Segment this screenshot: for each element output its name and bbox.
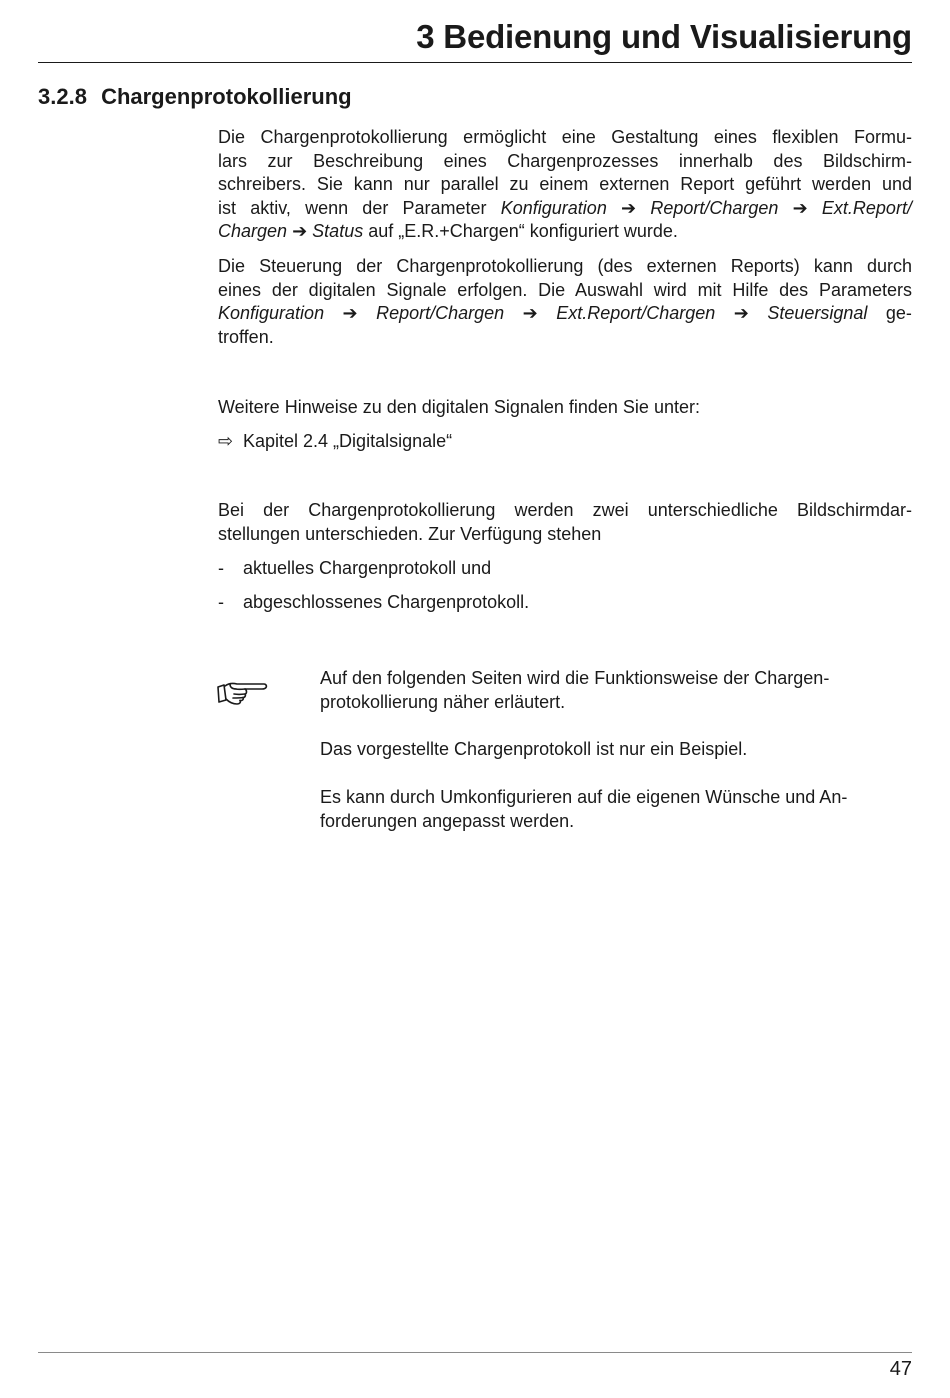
pointing-hand-icon [216,678,268,708]
page-number: 47 [889,1358,912,1380]
parameter-konfiguration: Konfiguration [500,197,607,218]
parameter-chargen: Chargen [218,221,288,241]
cross-reference-text: Kapitel 2.4 „Digitalsignale“ [243,431,453,451]
chapter-header [38,14,912,63]
parameter-report-chargen: Report/Chargen [650,197,779,218]
list-item [218,591,529,615]
note-paragraph [320,738,912,762]
text-line: stellungen unterschieden. Zur Verfügung stehen [218,523,602,544]
text-line: eines der digitalen Signale erfolgen. Die Auswahl wird mit Hilfe des Parameters [218,279,912,300]
paragraph [218,126,912,244]
text-line: Es kann durch Umkonfigurieren auf die eigenen Wünsche und An- [320,787,848,807]
text-line: Die Steuerung der Chargenprotokollierung (des externen Reports) kann durch [218,256,912,276]
section-title: Chargenprotokollierung [101,84,352,109]
list-item-text: abgeschlossenes Chargenprotokoll. [243,592,530,612]
paragraph [218,499,912,546]
text-run: ge- [867,303,912,323]
outline-right-arrow-icon: ⇨ [218,431,234,451]
paragraph [218,396,912,420]
chapter-title: 3 Bedienung und Visualisierung [416,18,912,55]
list-item-text: aktuelles Chargenprotokoll und [243,558,492,578]
text-line [218,197,912,221]
list-item [218,557,491,581]
list-bullet: - [218,592,224,612]
text-run: auf „E.R.+Chargen“ konfiguriert wurde. [363,221,678,241]
text-line: protokollierung näher erläutert. [320,691,566,712]
paragraph-hints [218,396,912,420]
text-line: Auf den folgenden Seiten wird die Funktionsweise der Chargen- [320,668,830,688]
text-line: troffen. [218,326,274,347]
parameter-ext-report-chargen: Ext.Report/Chargen [556,303,716,323]
menu-path-arrow-icon: ➔ [792,197,808,218]
cross-reference-link[interactable] [218,430,452,454]
text-line: Bei der Chargenprotokollierung werden zwei unterschiedliche Bildschirmdar- [218,500,912,520]
parameter-konfiguration: Konfiguration [218,303,325,323]
text-line [218,220,912,244]
paragraph-intro [218,126,912,244]
text-line: Die Chargenprotokollierung ermöglicht eine Gestaltung eines flexiblen Formu- [218,127,912,147]
footer-divider [38,1352,912,1353]
parameter-steuersignal: Steuersignal [767,303,868,323]
text-line: forderungen angepasst werden. [320,810,575,831]
menu-path-arrow-icon: ➔ [733,303,749,323]
menu-path-arrow-icon: ➔ [522,303,538,323]
section-number: 3.2.8 [38,84,87,109]
paragraph [218,255,912,349]
section-heading [38,84,352,110]
menu-path-arrow-icon: ➔ [342,303,358,323]
text-run: ist aktiv, wenn der Parameter [218,197,501,218]
paragraph-control [218,255,912,349]
text-line: lars zur Beschreibung eines Chargenprozesses innerhalb des Bildschirm- [218,150,912,171]
parameter-report-chargen: Report/Chargen [376,303,505,323]
menu-path-arrow-icon: ➔ [292,221,308,241]
note-paragraph [320,667,912,714]
text-line: Weitere Hinweise zu den digitalen Signalen finden Sie unter: [218,397,700,417]
text-line: Das vorgestellte Chargenprotokoll ist nur ein Beispiel. [320,739,748,759]
parameter-ext-report: Ext.Report/ [821,197,912,218]
list-bullet: - [218,558,224,578]
note-paragraph [320,786,912,833]
paragraph-views [218,499,912,546]
text-line [218,302,912,326]
text-line: schreibers. Sie kann nur parallel zu einem externen Report geführt werden und [218,174,912,194]
parameter-status: Status [312,221,364,241]
menu-path-arrow-icon: ➔ [621,197,637,218]
